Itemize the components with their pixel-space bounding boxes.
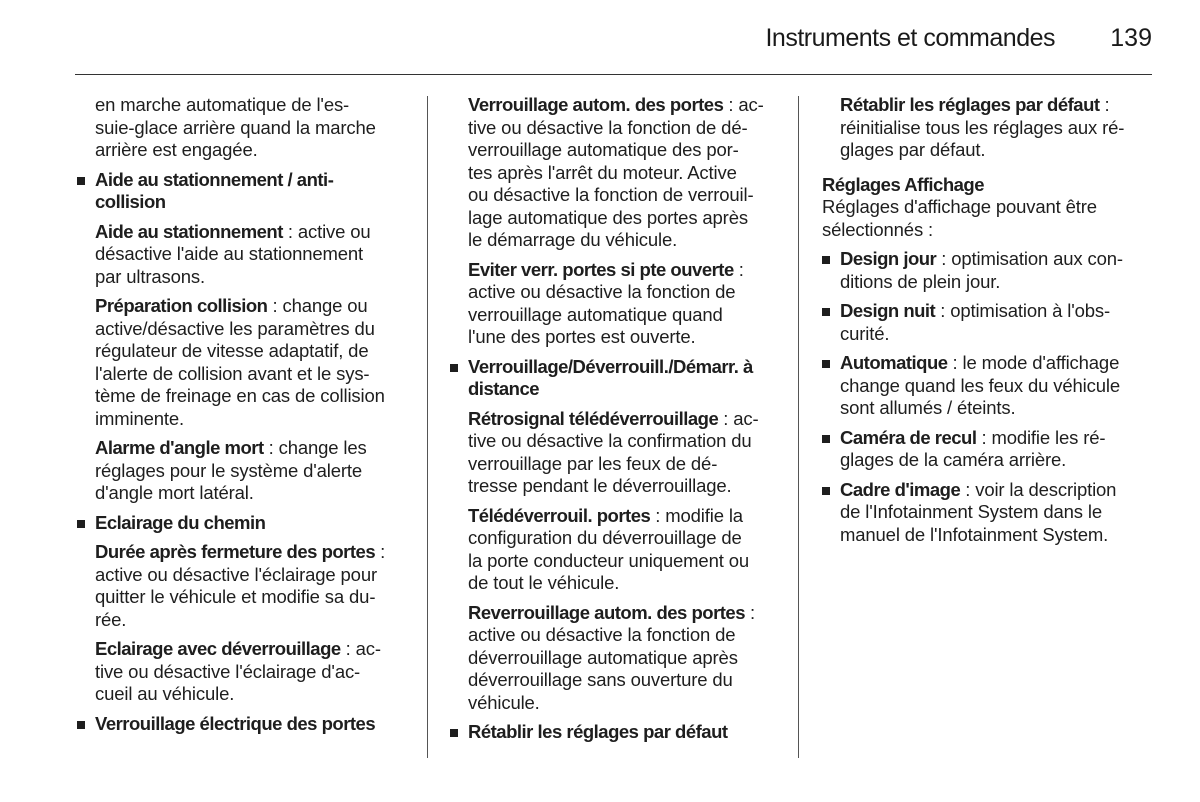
term: Alarme d'angle mort — [95, 437, 264, 458]
description: : le mode d'affichage change quand les feux du véhicule sont allumés / éteints. — [840, 352, 1120, 418]
section-heading: Réglages Affichage — [822, 173, 984, 195]
description: : active ou désactive l'aide au stationnement par ultrasons. — [95, 220, 371, 287]
paragraph — [822, 94, 1162, 162]
paragraph — [450, 408, 788, 498]
page-header-title: Instruments et commandes — [765, 24, 1055, 52]
paragraph — [77, 221, 417, 289]
bullet-square-icon — [450, 729, 458, 737]
description: : ac- tive ou désactive la confirmation du verrouillage par les feux de dé- tresse pendant le déverrouillage. — [468, 407, 759, 496]
term: Télédéverrouil. portes — [468, 504, 651, 526]
term: Durée après fermeture des portes — [95, 541, 376, 562]
term: Design nuit — [840, 300, 936, 321]
paragraph — [450, 602, 788, 715]
term: Design jour — [840, 248, 937, 269]
bullet-item — [822, 479, 1162, 547]
bullet-item — [77, 169, 417, 214]
term: Automatique — [840, 352, 948, 373]
bullet-item — [822, 248, 1162, 293]
term: Eviter verr. portes si pte ouverte — [468, 258, 734, 280]
column-divider-2 — [798, 96, 799, 758]
column-1 — [77, 94, 417, 742]
description: : optimisation à l'obs- curité. — [840, 300, 1110, 344]
bullet-square-icon — [822, 360, 830, 368]
term: Verrouillage autom. des portes — [468, 94, 724, 115]
paragraph — [450, 259, 788, 349]
description: : voir la description de l'Infotainment System dans le manuel de l'Infotainment System. — [840, 478, 1117, 545]
bullet-item — [450, 721, 788, 744]
description: : change ou active/désactive les paramètres du régulateur de vitesse adaptatif, de l'alerte de collision avant et le sys- tème de freinage en cas de collision imminente. — [95, 295, 385, 429]
bullet-square-icon — [822, 308, 830, 316]
term: Aide au stationnement — [95, 220, 283, 242]
paragraph — [77, 541, 417, 631]
description: : active ou désactive l'éclairage pour quitter le véhicule et modifie sa du- rée. — [95, 541, 386, 630]
bullet-item — [77, 713, 417, 736]
paragraph: en marche automatique de l'es- suie-glace arrière quand la marche arrière est engagée. — [95, 94, 376, 160]
bullet-item — [77, 512, 417, 535]
description: : active ou désactive la fonction de verrouillage automatique quand l'une des portes est ouverte. — [468, 258, 744, 347]
column-divider-1 — [427, 96, 428, 758]
bullet-square-icon — [822, 435, 830, 443]
paragraph — [450, 505, 788, 595]
bullet-title: Rétablir les réglages par défaut — [468, 721, 728, 742]
term: Eclairage avec déverrouillage — [95, 638, 341, 659]
bullet-item — [450, 356, 788, 401]
header-rule — [75, 74, 1152, 75]
bullet-title: Aide au stationnement / anti- collision — [95, 168, 334, 212]
description: : modifie les ré- glages de la caméra arrière. — [840, 426, 1106, 470]
paragraph — [450, 94, 788, 252]
bullet-square-icon — [77, 177, 85, 185]
column-2 — [450, 94, 788, 751]
column-3 — [822, 94, 1162, 553]
term: Reverrouillage autom. des portes — [468, 601, 746, 623]
bullet-square-icon — [822, 487, 830, 495]
bullet-title: Verrouillage électrique des portes — [95, 712, 376, 734]
term: Rétrosignal télédéverrouillage — [468, 407, 719, 429]
bullet-item — [822, 427, 1162, 472]
description: : modifie la configuration du déverrouillage de la porte conducteur uniquement ou de tout le véhicule. — [468, 504, 749, 593]
term: Préparation collision — [95, 295, 268, 316]
description: : ac- tive ou désactive la fonction de dé- verrouillage automatique des por- tes après l'arrêt du moteur. Active ou désactive la fonction de verrouil- lage automatique des portes après le démarrage du véhicule. — [468, 94, 764, 250]
term: Cadre d'image — [840, 478, 961, 500]
description: : optimisation aux con- ditions de plein jour. — [840, 248, 1123, 292]
bullet-title: Eclairage du chemin — [95, 511, 266, 533]
description: : active ou désactive la fonction de déverrouillage automatique après déverrouillage sans ouverture du véhicule. — [468, 601, 755, 713]
bullet-square-icon — [450, 364, 458, 372]
bullet-square-icon — [77, 520, 85, 528]
bullet-item — [822, 300, 1162, 345]
paragraph: Réglages d'affichage pouvant être sélectionnés : — [822, 196, 1097, 240]
bullet-square-icon — [822, 256, 830, 264]
description: : ac- tive ou désactive l'éclairage d'ac- cueil au véhicule. — [95, 638, 381, 704]
term: Rétablir les réglages par défaut — [840, 94, 1100, 115]
paragraph — [77, 295, 417, 430]
term: Caméra de recul — [840, 426, 977, 448]
paragraph — [77, 638, 417, 706]
paragraph — [77, 437, 417, 505]
description: : change les réglages pour le système d'alerte d'angle mort latéral. — [95, 437, 367, 503]
bullet-item — [822, 352, 1162, 420]
description: : réinitialise tous les réglages aux ré- glages par défaut. — [840, 94, 1125, 160]
bullet-title: Verrouillage/Déverrouill./Démarr. à distance — [468, 355, 753, 399]
page-number: 139 — [1110, 24, 1152, 52]
bullet-square-icon — [77, 721, 85, 729]
